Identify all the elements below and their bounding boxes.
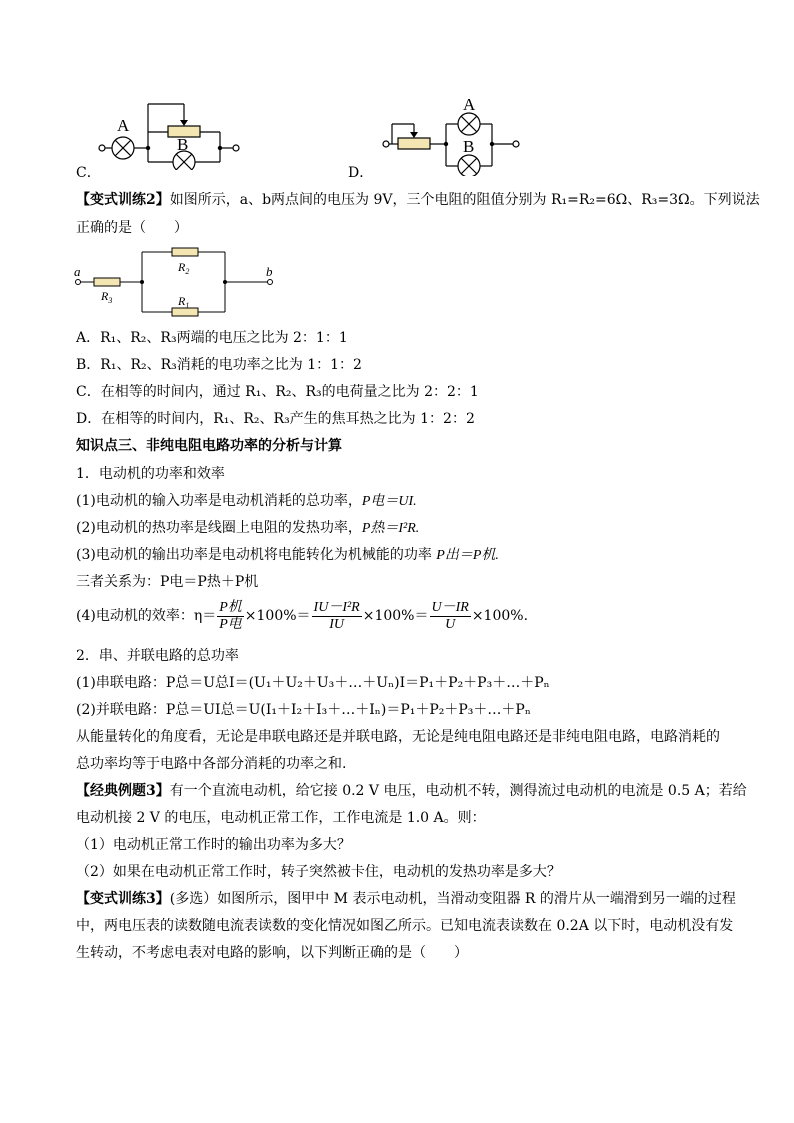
r3-label: $R_3$: [101, 289, 113, 305]
circuit-d-diagram: [378, 96, 528, 176]
kp3-line4: 三者关系为：P电＝P热＋P机: [76, 574, 259, 590]
example3-q1: （1）电动机正常工作时的输出功率为多大？: [76, 837, 351, 853]
lamp-a-label: A: [117, 116, 130, 135]
lamp-b-label: B: [177, 135, 189, 154]
kp3-sub1: 1．电动机的功率和效率: [76, 466, 225, 482]
variant2-text2: 正确的是（ ）: [76, 220, 188, 236]
node-b-label: b: [266, 264, 273, 279]
example3-line1: 【经典例题3】有一个直流电动机，给它接 0.2 V 电压，电动机不转，测得流过电动机的电流是 0.5 A；若给: [76, 783, 747, 799]
choice-b[interactable]: B．R₁、R₂、R₃消耗的电功率之比为 1：1：2: [76, 357, 362, 373]
circuit-r123-diagram: [70, 244, 280, 324]
heat-power-formula: P热＝I²R.: [361, 521, 420, 536]
parallel-power-formula: (2)并联电路：P总＝UI总＝U(I₁＋I₂＋I₃＋…＋Iₙ)＝P₁＋P₂＋P₃＋…＋Pₙ: [76, 702, 531, 718]
fraction-3: $\frac{U-IR}{U}$: [431, 599, 469, 632]
energy-line1: 从能量转化的角度看，无论是串联电路还是并联电路，无论是纯电阻电路还是非纯电阻电路，电路消耗的: [76, 729, 720, 745]
r2-label: $R_2$: [178, 260, 190, 276]
variant2-line1: [76, 190, 760, 210]
variant3-tag: 【变式训练3】: [76, 891, 170, 907]
energy-line2: 总功率均等于电路中各部分消耗的功率之和.: [76, 756, 347, 772]
variant3-line1: 【变式训练3】(多选）如图所示，图甲中 M 表示电动机，当滑动变阻器 R 的滑片从一端滑到另一端的过程: [76, 891, 736, 907]
lamp-a-label: A: [463, 96, 476, 114]
kp3-line1: (1)电动机的输入功率是电动机消耗的总功率，P电＝UI.: [76, 493, 417, 509]
kp3-sub2: 2．串、并联电路的总功率: [76, 648, 239, 664]
example3-q2: （2）如果在电动机正常工作时，转子突然被卡住，电动机的发热功率是多大？: [76, 864, 561, 880]
variant3-line3: 生转动，不考虑电表对电路的影响，以下判断正确的是（ ）: [76, 945, 468, 961]
variant3-line2: 中，两电压表的读数随电流表读数的变化情况如图乙所示。已知电流表读数在 0.2A 以下时，电动机没有发: [76, 918, 734, 934]
kp3-line3: (3)电动机的输出功率是电动机将电能转化为机械能的功率 P出＝P机.: [76, 547, 499, 563]
choice-a[interactable]: A．R₁、R₂、R₃两端的电压之比为 2：1：1: [76, 330, 348, 346]
efficiency-formula: (4)电动机的效率：η＝ $\frac{\text{P机}}{\text{P电}}$ ×100%＝ $\frac{\text{IU－I²R}}{IU}$ ×100%＝ $\frac{U-IR}{U}$ ×100%.: [76, 599, 529, 632]
output-power-formula: P出＝P机.: [436, 548, 499, 563]
option-d-label: D．: [348, 165, 374, 181]
series-power-formula: (1)串联电路：P总＝U总I＝(U₁＋U₂＋U₃＋…＋Uₙ)I＝P₁＋P₂＋P₃＋…＋Pₙ: [76, 675, 550, 691]
choice-d[interactable]: D．在相等的时间内，R₁、R₂、R₃产生的焦耳热之比为 1：2：2: [76, 411, 475, 427]
circuit-c-diagram: [90, 98, 250, 170]
fraction-2: $\frac{\text{IU－I²R}}{IU}$: [313, 599, 360, 632]
fraction-1: $\frac{\text{P机}}{\text{P电}}$: [219, 599, 242, 632]
option-c-label: C．: [76, 165, 101, 181]
variant2-text1: 如图所示，a、b两点间的电压为 9V，三个电阻的阻值分别为 R₁=R₂=6Ω、R₃=3Ω。下列说法: [169, 192, 760, 208]
variant2-tag: 【变式训练2】: [76, 192, 170, 208]
choice-c[interactable]: C．在相等的时间内，通过 R₁、R₂、R₃的电荷量之比为 2：2：1: [76, 384, 479, 400]
kp3-heading: 知识点三、非纯电阻电路功率的分析与计算: [76, 438, 342, 454]
node-a-label: a: [74, 264, 81, 279]
input-power-formula: P电＝UI.: [361, 494, 417, 509]
kp3-line2: (2)电动机的热功率是线圈上电阻的发热功率，P热＝I²R.: [76, 520, 420, 536]
lamp-b-label: B: [463, 137, 475, 156]
r1-label: $R_1$: [178, 294, 190, 310]
example3-tag: 【经典例题3】: [76, 783, 170, 799]
example3-line2: 电动机接 2 V 的电压，电动机正常工作，工作电流是 1.0 A。则：: [76, 810, 486, 826]
